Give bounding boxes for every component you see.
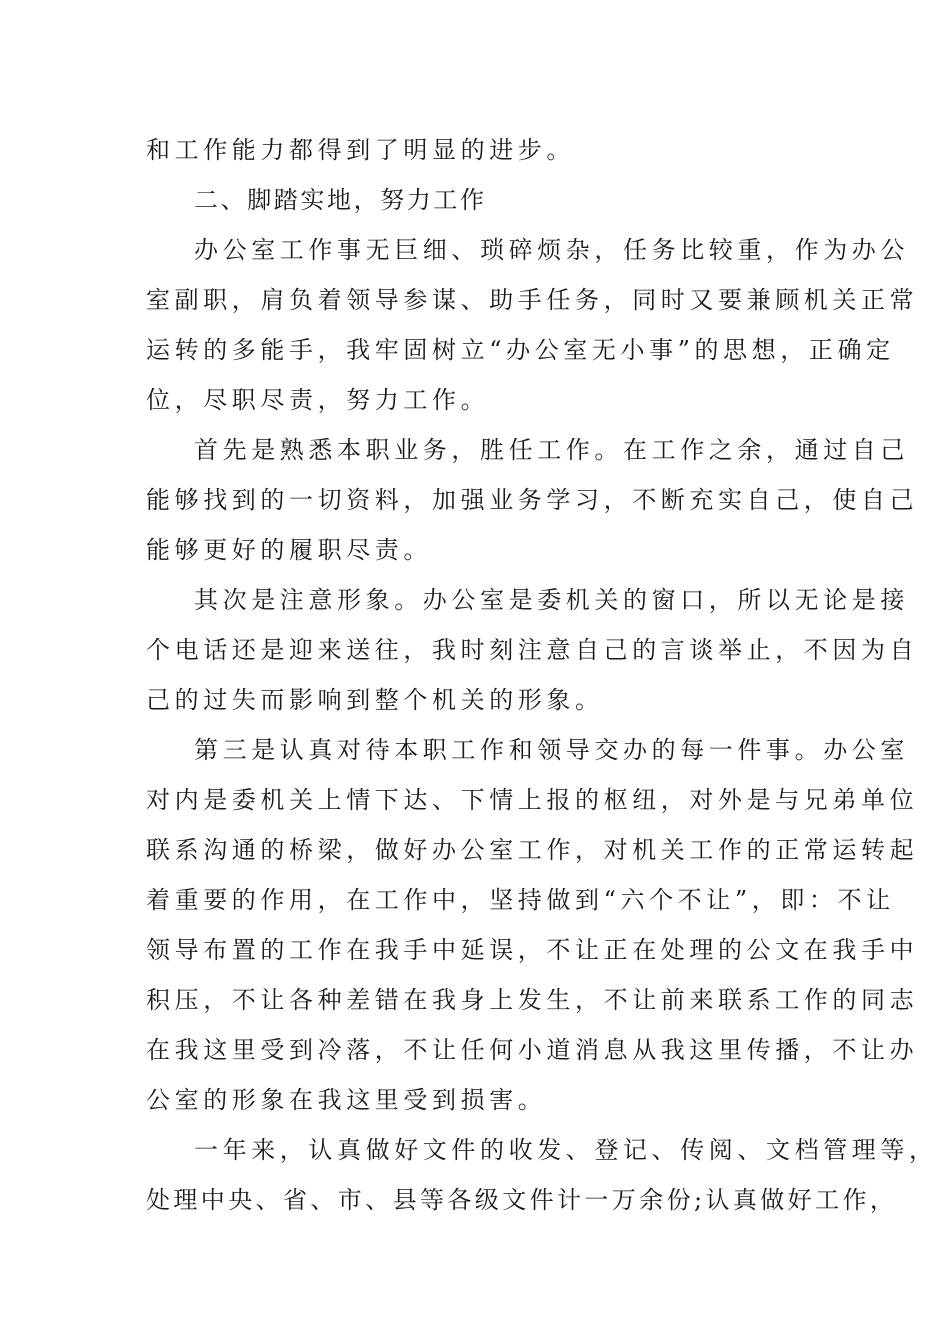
text-line: 积压，不让各种差错在我身上发生，不让前来联系工作的同志	[146, 986, 919, 1014]
text-line: 领导布置的工作在我手中延误，不让正在处理的公文在我手中	[146, 936, 919, 964]
text-line: 在我这里受到冷落，不让任何小道消息从我这里传播，不让办	[146, 1036, 919, 1064]
text-line: 首先是熟悉本职业务，胜任工作。在工作之余，通过自己	[194, 436, 909, 464]
text-line: 一年来，认真做好文件的收发、登记、传阅、文档管理等，	[194, 1136, 938, 1164]
text-line: 着重要的作用，在工作中，坚持做到“六个不让”，即：不让	[146, 886, 895, 914]
text-line: 位，尽职尽责，努力工作。	[146, 386, 490, 414]
text-line: 联系沟通的桥梁，做好办公室工作，对机关工作的正常运转起	[146, 836, 919, 864]
text-line: 对内是委机关上情下达、下情上报的枢纽，对外是与兄弟单位	[146, 786, 919, 814]
text-line: 室副职，肩负着领导参谋、助手任务，同时又要兼顾机关正常	[146, 286, 919, 314]
text-line: 处理中央、省、市、县等各级文件计一万余份;认真做好工作，	[146, 1186, 898, 1214]
text-line: 办公室工作事无巨细、琐碎烦杂，任务比较重，作为办公	[194, 236, 909, 264]
text-line: 其次是注意形象。办公室是委机关的窗口，所以无论是接	[194, 586, 909, 614]
text-line: 个电话还是迎来送往，我时刻注意自己的言谈举止，不因为自	[146, 636, 919, 664]
text-line: 己的过失而影响到整个机关的形象。	[146, 686, 604, 714]
text-line: 和工作能力都得到了明显的进步。	[146, 136, 575, 164]
text-line: 能够更好的履职尽责。	[146, 536, 432, 564]
text-line: 运转的多能手，我牢固树立“办公室无小事”的思想，正确定	[146, 336, 895, 364]
text-line: 第三是认真对待本职工作和领导交办的每一件事。办公室	[194, 736, 909, 764]
section-heading: 二、脚踏实地，努力工作	[194, 186, 487, 214]
text-line: 能够找到的一切资料，加强业务学习，不断充实自己，使自己	[146, 486, 919, 514]
text-line: 公室的形象在我这里受到损害。	[146, 1086, 547, 1114]
